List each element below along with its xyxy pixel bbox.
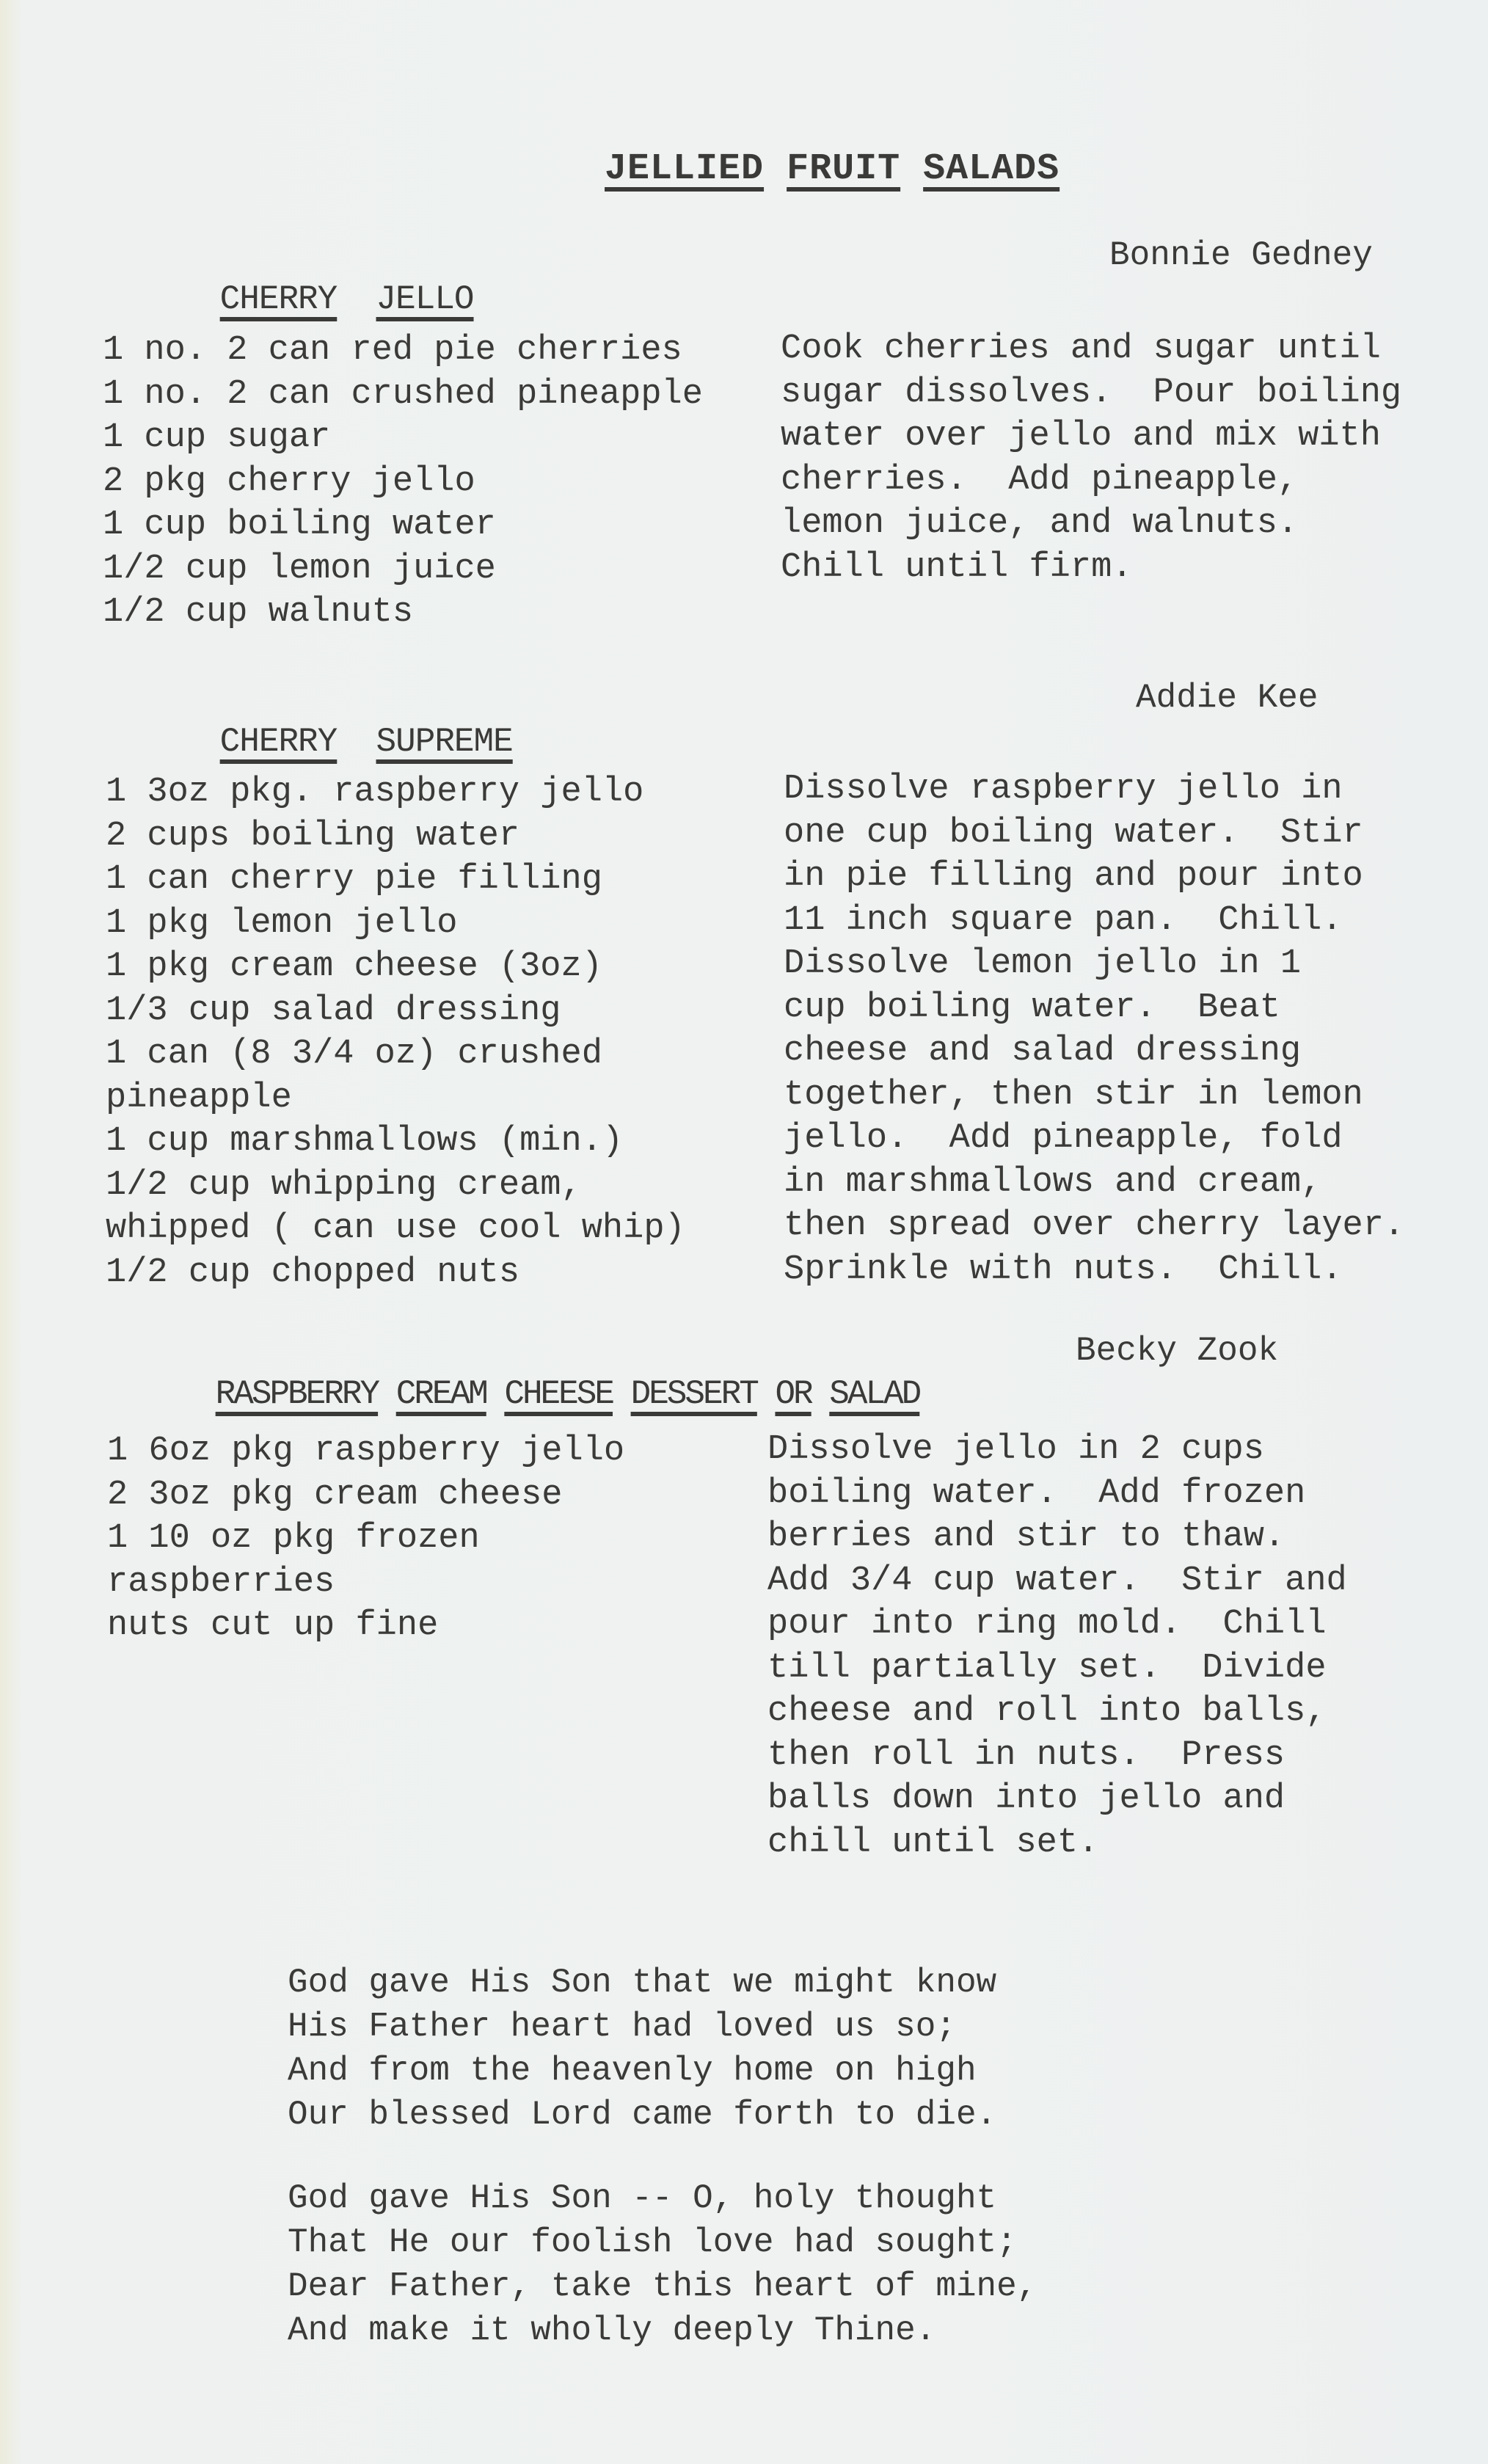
ingredients-list (103, 329, 703, 635)
direction-line: cherries. Add pineapple, (781, 460, 1299, 500)
heading-word: CHERRY (219, 280, 338, 318)
ingredient: whipped ( can use cool whip) (106, 1209, 685, 1248)
direction-line: Dissolve raspberry jello in (784, 770, 1343, 809)
ingredient: 2 pkg cherry jello (103, 462, 475, 501)
poem-stanza (288, 1961, 996, 2137)
direction-line: cheese and roll into balls, (767, 1692, 1327, 1731)
poem-line: That He our foolish love had sought; (288, 2223, 1017, 2261)
directions (781, 327, 1401, 589)
ingredient: 1 no. 2 can crushed pineapple (103, 374, 703, 414)
heading-word: RASPBERRY (215, 1375, 379, 1413)
ingredient: 1 pkg cream cheese (3oz) (106, 947, 602, 986)
ingredient: pineapple (106, 1078, 292, 1118)
direction-line: together, then stir in lemon (784, 1075, 1363, 1115)
direction-line: Dissolve lemon jello in 1 (784, 944, 1302, 983)
ingredient: 1 can cherry pie filling (106, 860, 602, 899)
ingredient: 1 3oz pkg. raspberry jello (106, 773, 644, 812)
poem-line: God gave His Son -- O, holy thought (288, 2179, 997, 2217)
direction-line: then roll in nuts. Press (767, 1735, 1285, 1775)
direction-line: one cup boiling water. Stir (784, 813, 1363, 853)
ingredient: 1/3 cup salad dressing (106, 991, 561, 1030)
heading-word: CREAM (395, 1375, 486, 1413)
heading-word: SUPREME (376, 723, 513, 761)
directions (767, 1428, 1347, 1865)
ingredient: 1 6oz pkg raspberry jello (107, 1432, 625, 1470)
recipe-author: Addie Kee (1136, 679, 1319, 717)
ingredients-list (107, 1429, 624, 1648)
ingredient: 2 3oz pkg cream cheese (107, 1475, 563, 1515)
ingredient: 1/2 cup walnuts (103, 593, 414, 632)
direction-line: sugar dissolves. Pour boiling (781, 373, 1402, 412)
heading-word: CHEESE (504, 1375, 613, 1413)
direction-line: cheese and salad dressing (784, 1032, 1302, 1071)
direction-line: boiling water. Add frozen (767, 1473, 1306, 1513)
direction-line: berries and stir to thaw. (767, 1517, 1285, 1556)
direction-line: Dissolve jello in 2 cups (767, 1430, 1264, 1469)
heading-word: CHERRY (219, 723, 338, 761)
ingredient: nuts cut up fine (107, 1606, 439, 1645)
ingredient: raspberries (107, 1562, 335, 1602)
poem-stanza (288, 2176, 1037, 2352)
poem-line: Dear Father, take this heart of mine, (288, 2267, 1037, 2306)
direction-line: in marshmallows and cream, (784, 1162, 1322, 1202)
direction-line: chill until set. (767, 1823, 1099, 1862)
direction-line: Add 3/4 cup water. Stir and (767, 1561, 1347, 1600)
heading-word: DESSERT (630, 1375, 757, 1413)
ingredients-list (106, 770, 685, 1294)
poem-line: And make it wholly deeply Thine. (288, 2311, 936, 2350)
direction-line: cup boiling water. Beat (784, 988, 1280, 1027)
direction-line: 11 inch square pan. Chill. (784, 900, 1343, 940)
title-word: SALADS (923, 148, 1060, 190)
direction-line: lemon juice, and walnuts. (781, 504, 1299, 543)
ingredient: 1 pkg lemon jello (106, 903, 458, 943)
direction-line: till partially set. Divide (767, 1648, 1327, 1688)
directions (784, 768, 1404, 1291)
ingredient: 1 10 oz pkg frozen (107, 1519, 480, 1558)
direction-line: Sprinkle with nuts. Chill. (784, 1250, 1343, 1289)
direction-line: then spread over cherry layer. (784, 1206, 1405, 1245)
direction-line: in pie filling and pour into (784, 857, 1363, 896)
ingredient: 1 no. 2 can red pie cherries (103, 331, 682, 370)
ingredient: 1/2 cup whipping cream, (106, 1165, 582, 1205)
poem-line: God gave His Son that we might know (288, 1964, 997, 2002)
title-word: FRUIT (787, 148, 901, 190)
direction-line: balls down into jello and (767, 1779, 1285, 1818)
heading-word: OR (775, 1375, 812, 1413)
direction-line: Chill until firm. (781, 547, 1133, 587)
ingredient: 1/2 cup chopped nuts (106, 1253, 520, 1292)
recipe-author: Becky Zook (1076, 1332, 1279, 1370)
ingredient: 2 cups boiling water (106, 816, 520, 856)
title-word: JELLIED (605, 148, 765, 190)
poem-line: And from the heavenly home on high (288, 2052, 977, 2090)
ingredient: 1 can (8 3/4 oz) crushed (106, 1035, 602, 1074)
ingredient: 1 cup boiling water (103, 506, 496, 544)
heading-word: SALAD (829, 1375, 920, 1413)
ingredient: 1 cup marshmallows (min.) (106, 1122, 624, 1161)
ingredient: 1 cup sugar (103, 418, 331, 457)
page-title (514, 106, 1060, 232)
ingredient: 1/2 cup lemon juice (103, 549, 496, 588)
direction-line: jello. Add pineapple, fold (784, 1119, 1343, 1158)
direction-line: pour into ring mold. Chill (767, 1605, 1327, 1644)
direction-line: water over jello and mix with (781, 417, 1381, 456)
poem-line: Our blessed Lord came forth to die. (288, 2096, 997, 2134)
heading-word: JELLO (376, 280, 474, 318)
poem-line: His Father heart had loved us so; (288, 2008, 956, 2046)
direction-line: Cook cherries and sugar until (781, 329, 1381, 368)
recipe-author: Bonnie Gedney (1109, 236, 1373, 274)
